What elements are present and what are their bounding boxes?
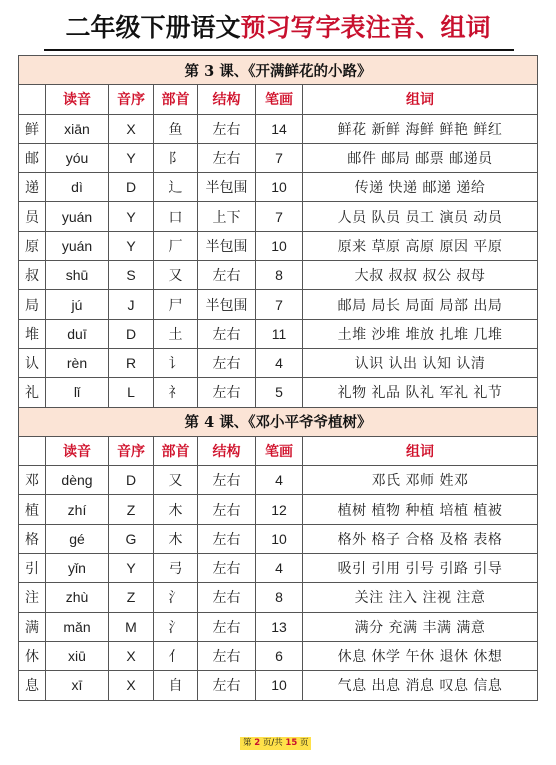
table-row [19,348,538,377]
title-red-part: 预习写字表注音、组词 [240,13,491,42]
column-header-row [19,436,538,465]
structure-cell: 左右 [198,114,256,143]
words-cell: 认识 认出 认知 认清 [303,348,538,377]
radical-cell: 辶 [154,173,198,202]
radical-cell: 礻 [154,378,198,407]
radical-cell: 土 [154,319,198,348]
order-cell: Z [109,495,154,524]
character-cell: 叔 [19,261,46,290]
pinyin-cell: yóu [46,143,109,172]
radical-cell: 弓 [154,554,198,583]
order-cell: D [109,319,154,348]
table-row [19,319,538,348]
character-cell: 息 [19,671,46,700]
page-title [0,8,556,48]
table-row [19,173,538,202]
radical-cell: 鱼 [154,114,198,143]
pinyin-cell: zhí [46,495,109,524]
column-header: 读音 [46,85,109,114]
column-header: 读音 [46,436,109,465]
lesson-title: 第 4 课、《邓小平爷爷植树》 [19,407,538,436]
character-cell: 休 [19,641,46,670]
pinyin-cell: dì [46,173,109,202]
pinyin-cell: shū [46,261,109,290]
character-cell: 引 [19,554,46,583]
words-cell: 满分 充满 丰满 满意 [303,612,538,641]
character-cell: 格 [19,524,46,553]
radical-cell: 尸 [154,290,198,319]
page-prefix: 第 [243,738,252,748]
order-cell: Z [109,583,154,612]
words-cell: 邓氏 邓师 姓邓 [303,466,538,495]
order-cell: Y [109,143,154,172]
table-row [19,554,538,583]
character-cell: 认 [19,348,46,377]
title-underline [44,49,514,51]
character-cell: 礼 [19,378,46,407]
lesson-title: 第 3 课、《开满鲜花的小路》 [19,56,538,85]
table-row [19,495,538,524]
strokes-cell: 11 [256,319,303,348]
column-header: 笔画 [256,85,303,114]
structure-cell: 左右 [198,143,256,172]
structure-cell: 左右 [198,495,256,524]
pinyin-cell: yuán [46,202,109,231]
pinyin-cell: yǐn [46,554,109,583]
pinyin-cell: dèng [46,466,109,495]
order-cell: X [109,671,154,700]
column-header: 部首 [154,85,198,114]
order-cell: X [109,641,154,670]
column-header: 组词 [303,436,538,465]
table-row [19,583,538,612]
radical-cell: 又 [154,261,198,290]
radical-cell: 自 [154,671,198,700]
character-cell: 满 [19,612,46,641]
lesson-header-row [19,407,538,436]
strokes-cell: 4 [256,466,303,495]
structure-cell: 左右 [198,671,256,700]
writing-table-body [19,56,538,701]
order-cell: J [109,290,154,319]
order-cell: Y [109,554,154,583]
table-row [19,466,538,495]
pinyin-cell: xī [46,671,109,700]
words-cell: 吸引 引用 引号 引路 引导 [303,554,538,583]
words-cell: 休息 休学 午休 退休 休想 [303,641,538,670]
structure-cell: 左右 [198,466,256,495]
strokes-cell: 7 [256,143,303,172]
structure-cell: 上下 [198,202,256,231]
column-header: 组词 [303,85,538,114]
table-row [19,612,538,641]
pinyin-cell: duī [46,319,109,348]
strokes-cell: 12 [256,495,303,524]
character-cell: 员 [19,202,46,231]
order-cell: G [109,524,154,553]
table-row [19,524,538,553]
table-row [19,290,538,319]
structure-cell: 左右 [198,612,256,641]
structure-cell: 左右 [198,319,256,348]
radical-cell: 氵 [154,583,198,612]
table-row [19,202,538,231]
title-black-part: 二年级下册语文 [65,13,241,42]
structure-cell: 半包围 [198,290,256,319]
order-cell: Y [109,231,154,260]
column-header: 结构 [198,436,256,465]
order-cell: Y [109,202,154,231]
words-cell: 大叔 叔叔 叔公 叔母 [303,261,538,290]
strokes-cell: 10 [256,671,303,700]
column-header: 笔画 [256,436,303,465]
structure-cell: 半包围 [198,231,256,260]
strokes-cell: 10 [256,173,303,202]
pinyin-cell: zhù [46,583,109,612]
order-cell: S [109,261,154,290]
strokes-cell: 4 [256,554,303,583]
structure-cell: 左右 [198,348,256,377]
structure-cell: 左右 [198,554,256,583]
strokes-cell: 14 [256,114,303,143]
order-cell: X [109,114,154,143]
structure-cell: 左右 [198,378,256,407]
page-current: 2 [254,738,261,748]
words-cell: 邮局 局长 局面 局部 出局 [303,290,538,319]
words-cell: 邮件 邮局 邮票 邮递员 [303,143,538,172]
page-total: 15 [285,738,298,748]
strokes-cell: 5 [256,378,303,407]
radical-cell: 亻 [154,641,198,670]
pinyin-cell: rèn [46,348,109,377]
words-cell: 礼物 礼品 队礼 军礼 礼节 [303,378,538,407]
words-cell: 鲜花 新鲜 海鲜 鲜艳 鲜红 [303,114,538,143]
character-cell: 邮 [19,143,46,172]
structure-cell: 半包围 [198,173,256,202]
strokes-cell: 13 [256,612,303,641]
words-cell: 土堆 沙堆 堆放 扎堆 几堆 [303,319,538,348]
strokes-cell: 6 [256,641,303,670]
structure-cell: 左右 [198,261,256,290]
order-cell: M [109,612,154,641]
radical-cell: 木 [154,524,198,553]
words-cell: 植树 植物 种植 培植 植被 [303,495,538,524]
words-cell: 气息 出息 消息 叹息 信息 [303,671,538,700]
pinyin-cell: jú [46,290,109,319]
radical-cell: 木 [154,495,198,524]
radical-cell: 阝 [154,143,198,172]
column-header: 音序 [109,85,154,114]
page-suffix: 页 [299,738,309,748]
table-row [19,231,538,260]
order-cell: D [109,466,154,495]
lesson-header-row [19,56,538,85]
strokes-cell: 7 [256,290,303,319]
character-cell: 递 [19,173,46,202]
radical-cell: 氵 [154,612,198,641]
table-row [19,114,538,143]
table-row [19,641,538,670]
words-cell: 关注 注入 注视 注意 [303,583,538,612]
order-cell: R [109,348,154,377]
words-cell: 格外 格子 合格 及格 表格 [303,524,538,553]
character-cell: 原 [19,231,46,260]
pinyin-cell: yuán [46,231,109,260]
table-row [19,378,538,407]
radical-cell: 厂 [154,231,198,260]
header-blank-cell [19,85,46,114]
writing-table [18,55,538,701]
page-middle: 页/共 [262,738,283,748]
words-cell: 人员 队员 员工 演员 动员 [303,202,538,231]
table-row [19,143,538,172]
column-header: 音序 [109,436,154,465]
radical-cell: 又 [154,466,198,495]
character-cell: 植 [19,495,46,524]
column-header: 部首 [154,436,198,465]
table-row [19,261,538,290]
order-cell: D [109,173,154,202]
character-cell: 堆 [19,319,46,348]
header-blank-cell [19,436,46,465]
strokes-cell: 8 [256,261,303,290]
strokes-cell: 10 [256,524,303,553]
pinyin-cell: gé [46,524,109,553]
page-indicator [240,737,311,750]
structure-cell: 左右 [198,583,256,612]
character-cell: 局 [19,290,46,319]
words-cell: 原来 草原 高原 原因 平原 [303,231,538,260]
column-header-row [19,85,538,114]
words-cell: 传递 快递 邮递 递给 [303,173,538,202]
strokes-cell: 7 [256,202,303,231]
strokes-cell: 8 [256,583,303,612]
structure-cell: 左右 [198,524,256,553]
radical-cell: 口 [154,202,198,231]
pinyin-cell: xiū [46,641,109,670]
column-header: 结构 [198,85,256,114]
strokes-cell: 4 [256,348,303,377]
strokes-cell: 10 [256,231,303,260]
radical-cell: 讠 [154,348,198,377]
pinyin-cell: xiān [46,114,109,143]
character-cell: 邓 [19,466,46,495]
pinyin-cell: mǎn [46,612,109,641]
pinyin-cell: lǐ [46,378,109,407]
character-cell: 鲜 [19,114,46,143]
order-cell: L [109,378,154,407]
character-cell: 注 [19,583,46,612]
structure-cell: 左右 [198,641,256,670]
table-row [19,671,538,700]
